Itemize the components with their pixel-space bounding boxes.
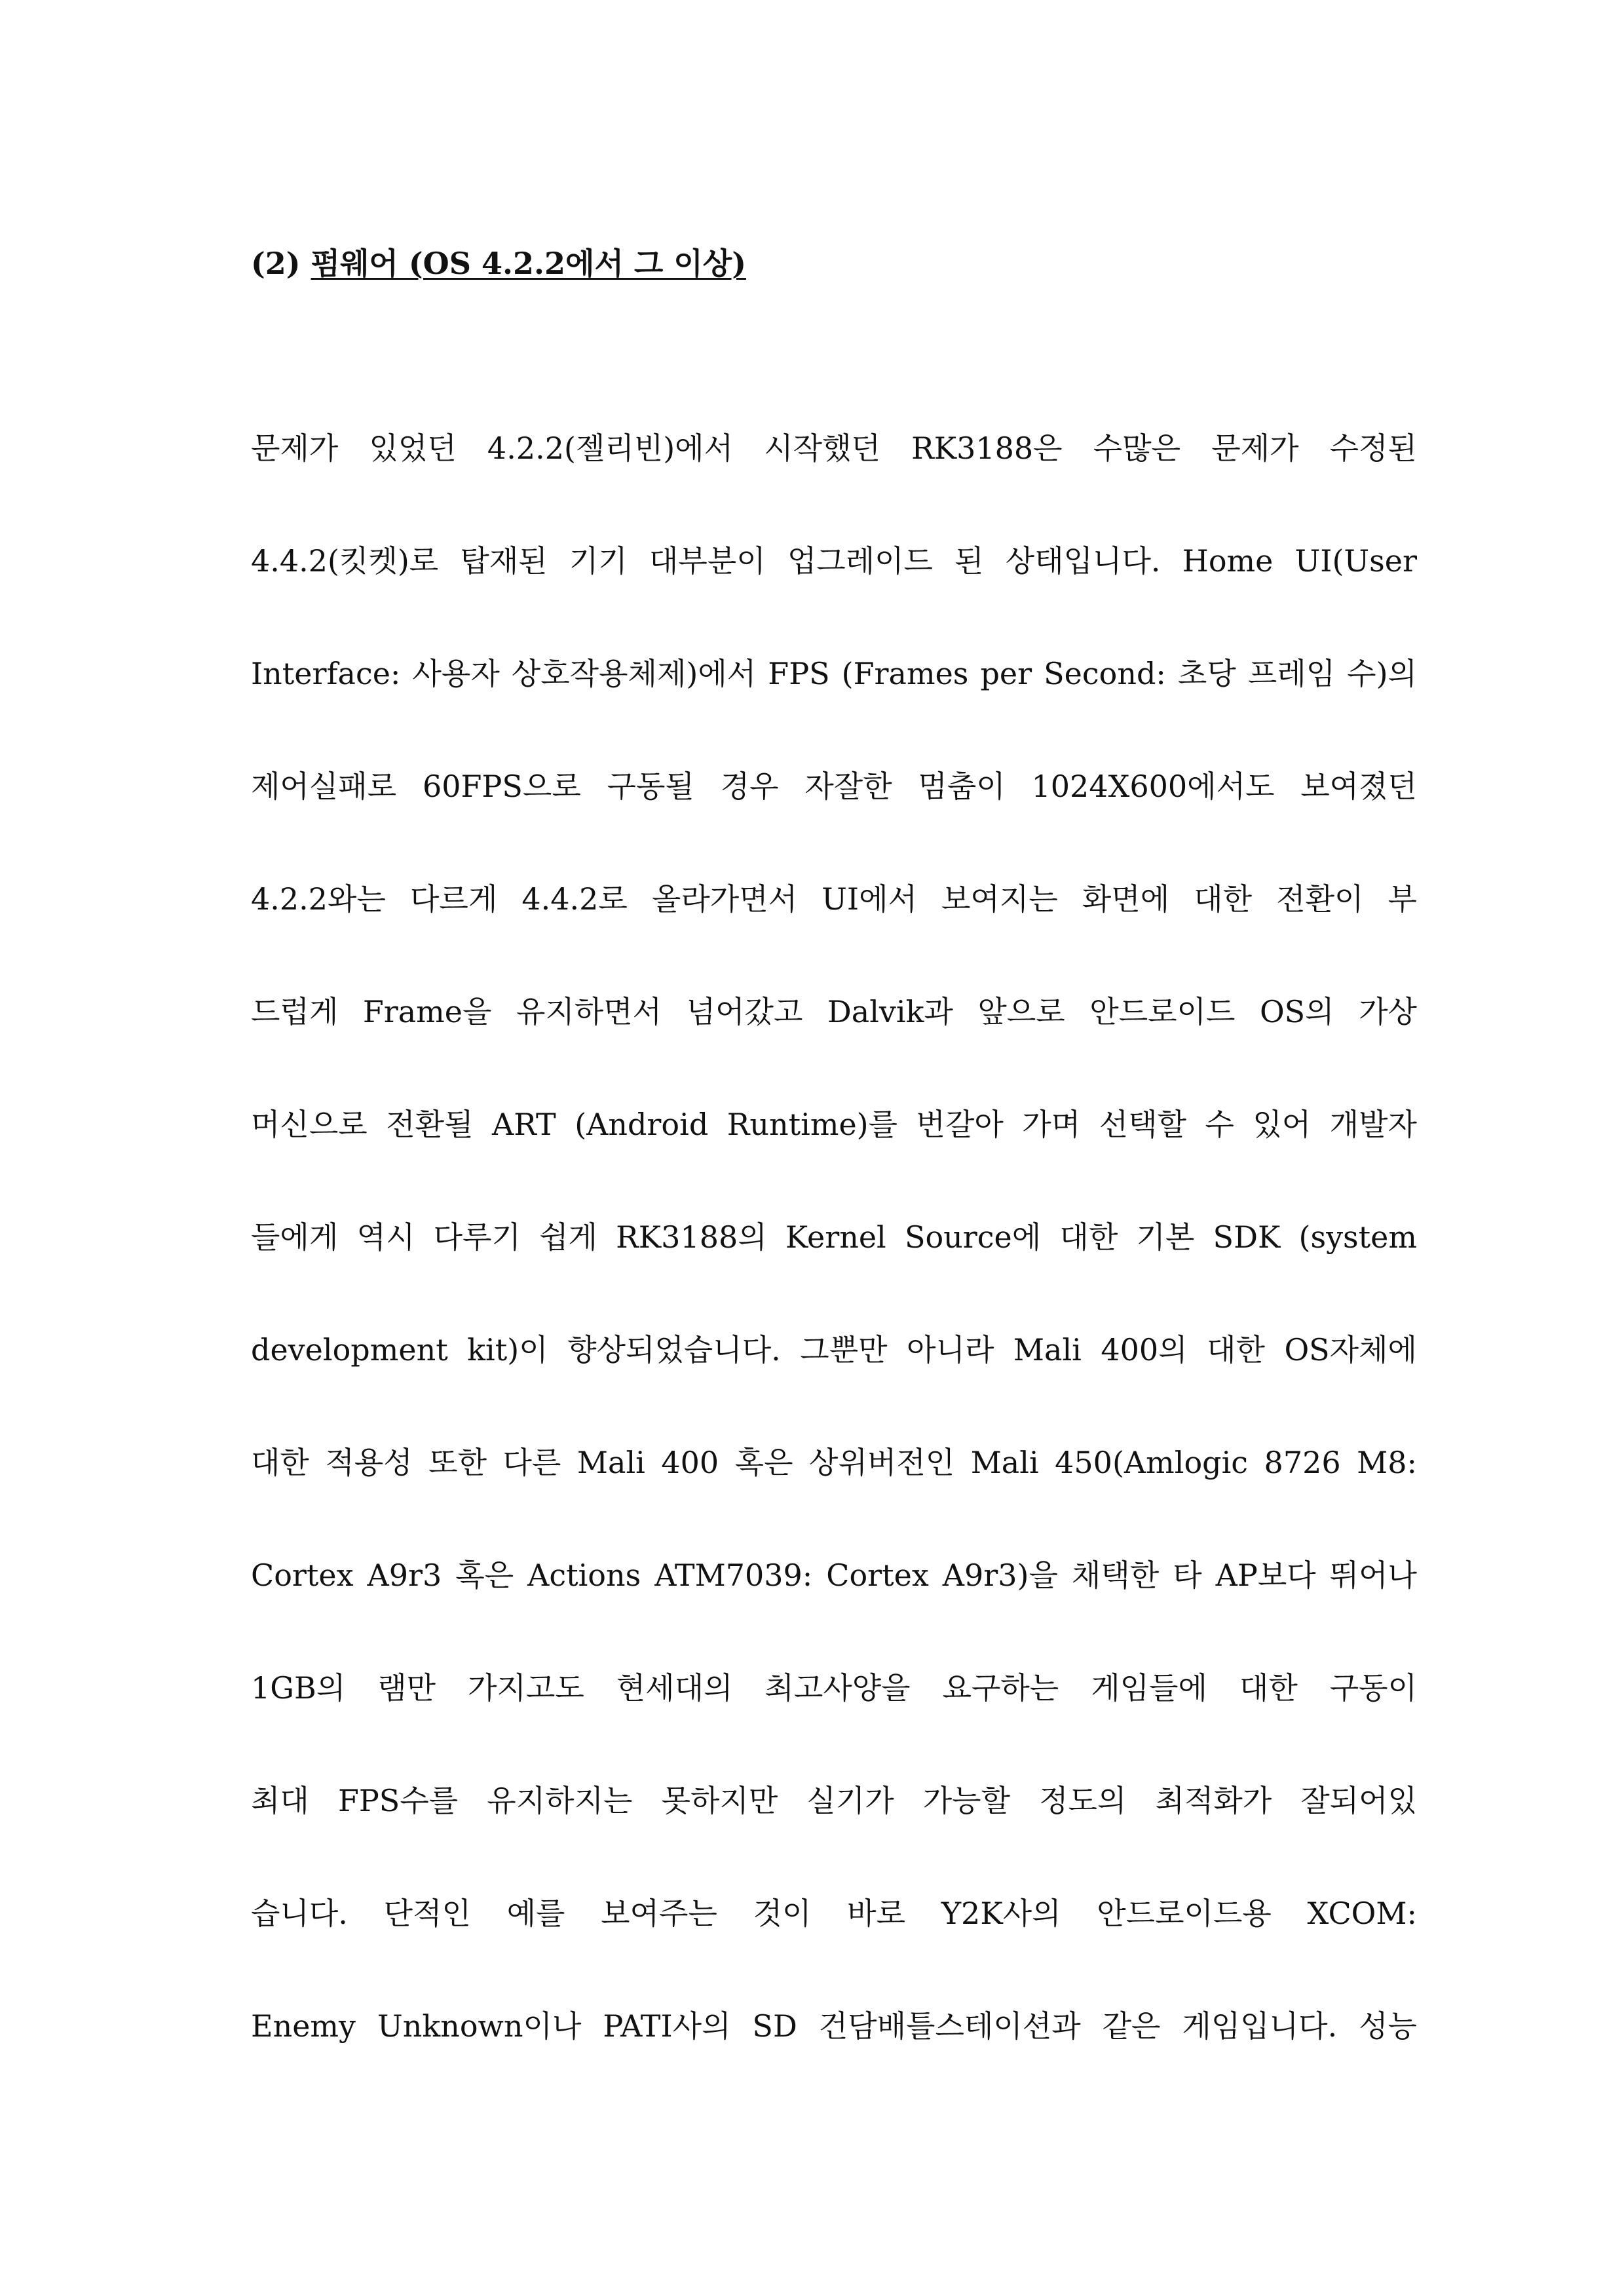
text-line: 들에게 역시 다루기 쉽게 RK3188의 Kernel Source에 대한 기본 SDK (system [251,1219,1417,1255]
text-line: Enemy Unknown이나 PATI사의 SD 건담배틀스테이션과 같은 게임입니다. 성능 [251,2008,1417,2044]
text-line: 대한 적용성 또한 다른 Mali 400 혹은 상위버전인 Mali 450(Amlogic 8726 M8: [251,1445,1417,1480]
text-line: 4.4.2(킷켓)로 탑재된 기기 대부분이 업그레이드 된 상태입니다. Home UI(User [251,543,1417,579]
text-line: development kit)이 향상되었습니다. 그뿐만 아니라 Mali 400의 대한 OS자체에 [251,1332,1417,1368]
section-title: 펌웨어 (OS 4.2.2에서 그 이상) [311,246,746,281]
text-line: Cortex A9r3 혹은 Actions ATM7039: Cortex A9r3)을 채택한 타 AP보다 뛰어나 [251,1558,1417,1593]
text-line: 4.2.2와는 다르게 4.4.2로 올라가면서 UI에서 보여지는 화면에 대한 전환이 부 [251,881,1417,917]
section-heading [251,244,746,283]
text-line: 제어실패로 60FPS으로 구동될 경우 자잘한 멈춤이 1024X600에서도 보여졌던 [251,769,1417,804]
text-line: 최대 FPS수를 유지하지는 못하지만 실기가 가능할 정도의 최적화가 잘되어있 [251,1783,1417,1818]
body-paragraph [251,429,1417,2119]
text-line: 1GB의 램만 가지고도 현세대의 최고사양을 요구하는 게임들에 대한 구동이 [251,1670,1417,1706]
text-line: Interface: 사용자 상호작용체제)에서 FPS (Frames per Second: 초당 프레임 수)의 [251,656,1417,691]
text-line: 문제가 있었던 4.2.2(젤리빈)에서 시작했던 RK3188은 수많은 문제가 수정된 [251,430,1417,466]
text-line: 머신으로 전환될 ART (Android Runtime)를 번갈아 가며 선택할 수 있어 개발자 [251,1107,1417,1142]
section-number: (2) [251,246,311,281]
text-line: 드럽게 Frame을 유지하면서 넘어갔고 Dalvik과 앞으로 안드로이드 OS의 가상 [251,994,1417,1029]
text-line: 습니다. 단적인 예를 보여주는 것이 바로 Y2K사의 안드로이드용 XCOM: [251,1896,1417,1931]
